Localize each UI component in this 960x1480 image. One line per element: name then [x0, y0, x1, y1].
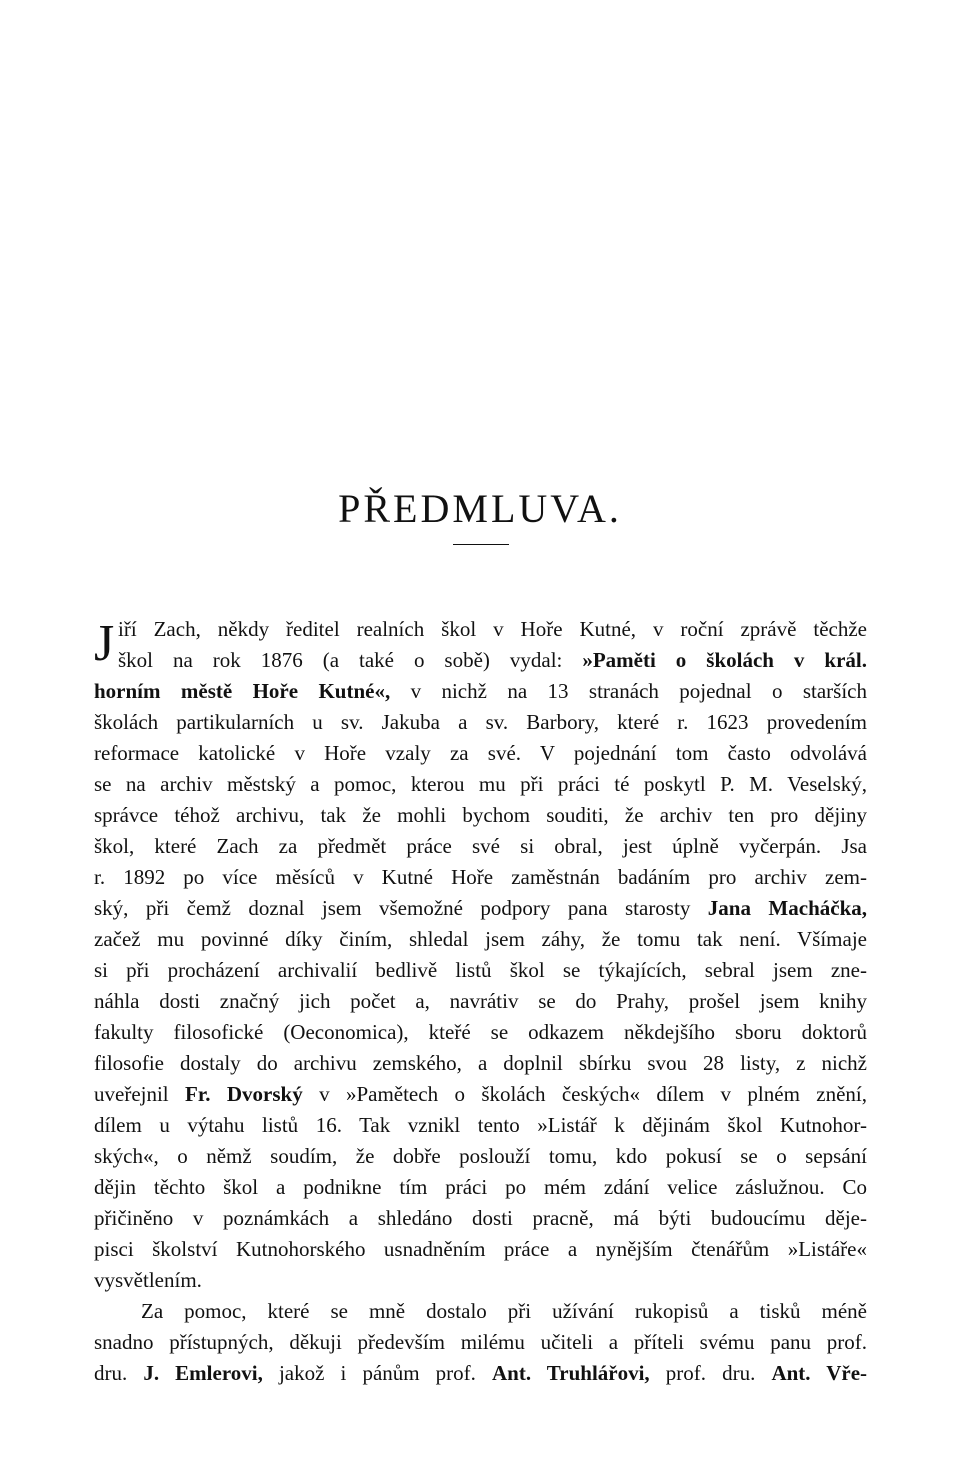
text-line: [94, 862, 867, 893]
text-line: [94, 707, 867, 738]
bold-text: Jana Macháčka,: [707, 896, 867, 920]
text-run: v nichž na 13 stranách pojednal o starších: [390, 679, 867, 703]
text-run: se na archiv městský a pomoc, kterou mu při práci té poskytl P. M. Veselský,: [94, 772, 867, 796]
text-run: jakož i pánům prof.: [262, 1361, 493, 1385]
text-run: snadno přístupných, děkuji především milému učiteli a příteli svému panu prof.: [94, 1330, 867, 1354]
text-run: škol, které Zach za předmět práce své si obral, jest úplně vyčerpán. Jsa: [94, 834, 867, 858]
text-run: školách partikularních u sv. Jakuba a sv. Barbory, které r. 1623 provedením: [94, 710, 867, 734]
text-run: ský, při čemž doznal jsem všemožné podpory pana starosty: [94, 896, 708, 920]
text-line: [94, 986, 867, 1017]
text-line: [94, 1203, 867, 1234]
text-run: začež mu povinné díky činím, shledal jsem záhy, že tomu tak není. Všímaje: [94, 927, 867, 951]
text-line: [94, 676, 867, 707]
text-run: reformace katolické v Hoře vzaly za své. V pojednání tom často odvolává: [94, 741, 867, 765]
text-line: [94, 955, 867, 986]
body-text: [94, 614, 867, 1389]
text-run: přičiněno v poznámkách a shledáno dosti pracně, má býti budoucímu děje-: [94, 1206, 867, 1230]
text-run: Za pomoc, které se mně dostalo při užívání rukopisů a tisků méně: [141, 1299, 867, 1323]
text-line: [94, 738, 867, 769]
text-run: vysvětlením.: [94, 1268, 202, 1292]
page-title: PŘEDMLUVA.: [338, 485, 622, 531]
text-line: [94, 800, 867, 831]
text-run: ských«, o němž soudím, že dobře poslouží tomu, kdo pokusí se o sepsání: [94, 1144, 867, 1168]
text-line: [94, 1079, 867, 1110]
text-run: pisci školství Kutnohorského usnadněním práce a nynějším čtenářům »Listáře«: [94, 1237, 867, 1261]
bold-text: horním městě Hoře Kutné«,: [94, 679, 391, 703]
text-line: [94, 769, 867, 800]
bold-text: J. Emlerovi,: [143, 1361, 263, 1385]
text-line: [94, 1265, 867, 1296]
bold-text: Ant. Truhlářovi,: [492, 1361, 650, 1385]
bold-text: Ant. Vře-: [771, 1361, 867, 1385]
text-line: [94, 1172, 867, 1203]
bold-text: Fr. Dvorský: [185, 1082, 303, 1106]
text-run: dějin těchto škol a podnikne tím práci po mém zdání velice záslužnou. Co: [94, 1175, 867, 1199]
text-line: [94, 1296, 867, 1327]
text-run: si při procházení archivalií bedlivě listů škol se týkajících, sebral jsem zne-: [94, 958, 867, 982]
text-line: [94, 1327, 867, 1358]
text-run: dru.: [94, 1361, 144, 1385]
text-run: náhla dosti značný jich počet a, navrátiv se do Prahy, prošel jsem knihy: [94, 989, 867, 1013]
text-run: iří Zach, někdy ředitel realních škol v Hoře Kutné, v roční zprávě těchže: [118, 617, 867, 641]
text-run: správce téhož archivu, tak že mohli bychom souditi, že archiv ten pro dějiny: [94, 803, 867, 827]
text-run: škol na rok 1876 (a také o sobě) vydal:: [118, 648, 583, 672]
text-run: uveřejnil: [94, 1082, 186, 1106]
text-line: [94, 831, 867, 862]
text-run: filosofie dostaly do archivu zemského, a doplnil sbírku svou 28 listy, z nichž: [94, 1051, 867, 1075]
text-run: v »Pamětech o školách českých« dílem v plném znění,: [302, 1082, 867, 1106]
text-line: [94, 1358, 867, 1389]
text-run: prof. dru.: [649, 1361, 772, 1385]
text-line: [94, 1234, 867, 1265]
text-line: [94, 893, 867, 924]
text-line: [94, 1141, 867, 1172]
bold-text: »Paměti o školách v král.: [582, 648, 867, 672]
text-line: [94, 645, 867, 676]
text-run: dílem u výtahu listů 16. Tak vznikl tento »Listář k dějinám škol Kutnohor-: [94, 1113, 867, 1137]
text-line: [94, 924, 867, 955]
text-line: [94, 614, 867, 645]
title-divider: [453, 544, 509, 545]
text-run: r. 1892 po více měsíců v Kutné Hoře zaměstnán badáním pro archiv zem-: [94, 865, 867, 889]
text-line: [94, 1048, 867, 1079]
text-line: [94, 1110, 867, 1141]
paragraph-1: [94, 614, 867, 1296]
paragraph-2: [94, 1296, 867, 1389]
text-line: [94, 1017, 867, 1048]
drop-cap: J: [94, 615, 115, 672]
text-run: fakulty filosofické (Oeconomica), kteřé se odkazem někdejšího sboru doktorů: [94, 1020, 867, 1044]
